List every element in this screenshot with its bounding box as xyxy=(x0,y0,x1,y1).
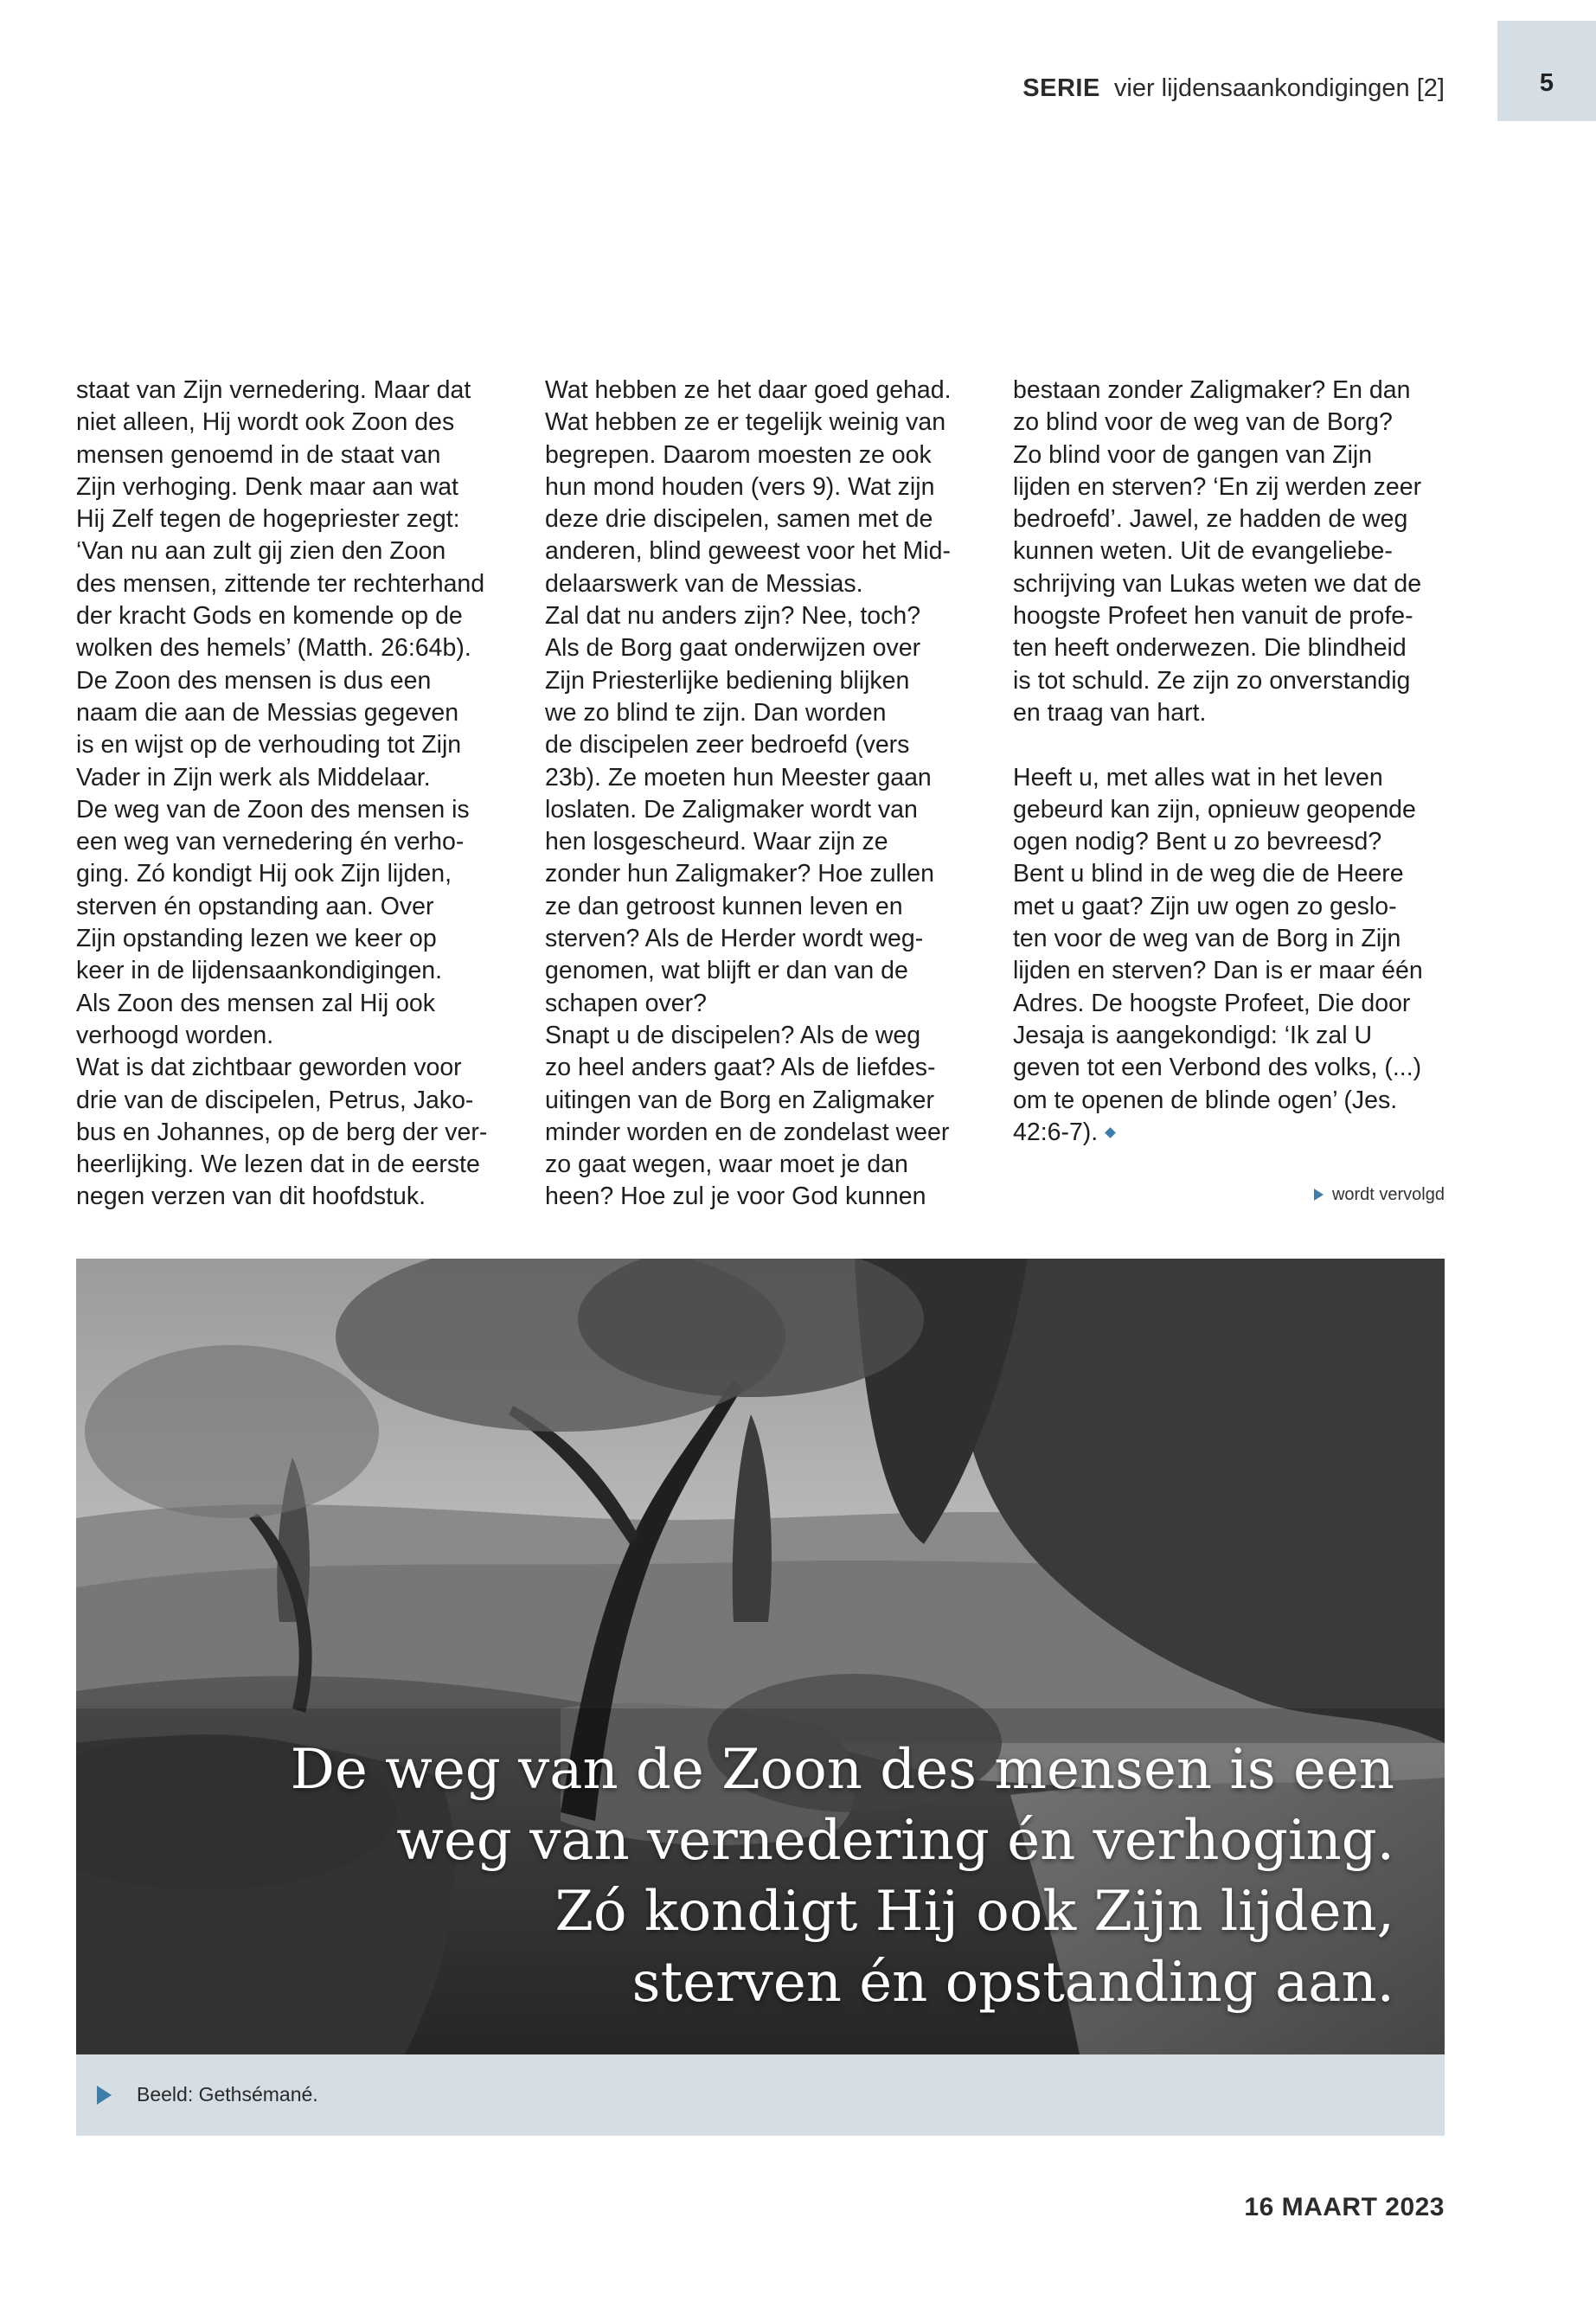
text-line: genomen, wat blijft er dan van de xyxy=(545,957,908,985)
text-line: om te openen de blinde ogen’ (Jes. xyxy=(1013,1086,1398,1114)
text-line: loslaten. De Zaligmaker wordt van xyxy=(545,795,918,824)
pull-quote-line: Zó kondigt Hij ook Zijn lijden, xyxy=(554,1880,1394,1944)
text-line: lijden en sterven? Dan is er maar één xyxy=(1013,957,1423,985)
continued-label: wordt vervolgd xyxy=(1331,1185,1445,1204)
text-line: heen? Hoe zul je voor God kunnen xyxy=(545,1183,926,1211)
text-line: De Zoon des mensen is dus een xyxy=(76,666,432,695)
text-column-1 xyxy=(76,375,517,1214)
end-mark-icon xyxy=(1105,1127,1116,1138)
text-line: De weg van de Zoon des mensen is xyxy=(76,795,470,824)
text-line: keer in de lijdensaankondigingen. xyxy=(76,957,443,985)
text-line: Jesaja is aangekondigd: ‘Ik zal U xyxy=(1013,1021,1373,1049)
text-line: zonder hun Zaligmaker? Hoe zullen xyxy=(545,860,934,888)
text-line: ten voor de weg van de Borg in Zijn xyxy=(1013,925,1401,953)
text-line: Adres. De hoogste Profeet, Die door xyxy=(1013,989,1411,1017)
text-line: bestaan zonder Zaligmaker? En dan xyxy=(1013,376,1411,404)
text-column-2 xyxy=(545,375,986,1214)
landscape-photo xyxy=(76,1259,1445,2054)
text-line: bedroefd’. Jawel, ze hadden de weg xyxy=(1013,505,1408,534)
text-line: we zo blind te zijn. Dan worden xyxy=(545,698,887,727)
text-line: wolken des hemels’ (Matth. 26:64b). xyxy=(76,634,471,663)
text-line: drie van de discipelen, Petrus, Jako- xyxy=(76,1086,474,1114)
text-line: des mensen, zittende ter rechterhand xyxy=(76,569,485,598)
text-line: delaarswerk van de Messias. xyxy=(545,569,863,598)
running-header xyxy=(1022,74,1445,103)
page-number: 5 xyxy=(1539,69,1554,97)
text-line: hen losgescheurd. Waar zijn ze xyxy=(545,828,888,856)
series-label: SERIE xyxy=(1022,74,1100,102)
text-line: negen verzen van dit hoofdstuk. xyxy=(76,1183,426,1211)
text-line: schapen over? xyxy=(545,989,707,1017)
text-line: is tot schuld. Ze zijn zo onverstandig xyxy=(1013,666,1411,695)
text-line: Heeft u, met alles wat in het leven xyxy=(1013,763,1383,792)
text-line: gebeurd kan zijn, opnieuw geopende xyxy=(1013,795,1416,824)
page-number-tab xyxy=(1497,21,1596,121)
text-line: een weg van vernedering én verho- xyxy=(76,828,465,856)
text-line: Bent u blind in de weg die de Heere xyxy=(1013,860,1404,888)
photo-caption: Beeld: Gethsémané. xyxy=(137,2083,318,2106)
text-line: bus en Johannes, op de berg der ver- xyxy=(76,1118,488,1146)
pull-quote-line: sterven én opstanding aan. xyxy=(631,1951,1394,2015)
text-column-3 xyxy=(1013,375,1454,1149)
text-line: anderen, blind geweest voor het Mid- xyxy=(545,537,951,566)
triangle-bullet-icon xyxy=(1314,1189,1324,1201)
text-line: ‘Van nu aan zult gij zien den Zoon xyxy=(76,537,446,566)
text-line: Zal dat nu anders zijn? Nee, toch? xyxy=(545,602,921,631)
text-line: mensen genoemd in de staat van xyxy=(76,440,441,469)
text-line: Als Zoon des mensen zal Hij ook xyxy=(76,989,436,1017)
text-line: sterven én opstanding aan. Over xyxy=(76,892,434,920)
text-line: staat van Zijn vernedering. Maar dat xyxy=(76,376,471,404)
text-line: heerlijking. We lezen dat in de eerste xyxy=(76,1150,480,1179)
text-line: kunnen weten. Uit de evangeliebe- xyxy=(1013,537,1393,566)
text-line: en traag van hart. xyxy=(1013,698,1207,727)
text-line: de discipelen zeer bedroefd (vers xyxy=(545,731,910,760)
text-line: 23b). Ze moeten hun Meester gaan xyxy=(545,763,932,792)
text-line: is en wijst op de verhouding tot Zijn xyxy=(76,731,462,760)
caption-arrow-icon xyxy=(97,2086,112,2105)
text-line: sterven? Als de Herder wordt weg- xyxy=(545,925,924,953)
text-line: zo heel anders gaat? Als de liefdes- xyxy=(545,1054,936,1082)
pull-quote-line: De weg van de Zoon des mensen is een xyxy=(290,1738,1394,1802)
continued-note xyxy=(1314,1185,1445,1205)
text-line: Zo blind voor de gangen van Zijn xyxy=(1013,440,1373,469)
text-line: begrepen. Daarom moesten ze ook xyxy=(545,440,932,469)
text-line: Zijn opstanding lezen we keer op xyxy=(76,925,437,953)
text-line: schrijving van Lukas weten we dat de xyxy=(1013,569,1422,598)
text-line: Snapt u de discipelen? Als de weg xyxy=(545,1021,921,1049)
pull-quote xyxy=(76,1734,1394,2018)
text-line: minder worden en de zondelast weer xyxy=(545,1118,950,1146)
text-line: ze dan getroost kunnen leven en xyxy=(545,892,903,920)
text-line: lijden en sterven? ‘En zij werden zeer xyxy=(1013,472,1422,501)
text-line xyxy=(1013,729,1454,761)
text-line: Wat hebben ze er tegelijk weinig van xyxy=(545,408,946,437)
text-line: 42:6-7). xyxy=(1013,1117,1454,1149)
text-line: uitingen van de Borg en Zaligmaker xyxy=(545,1086,934,1114)
text-line: verhoogd worden. xyxy=(76,1021,274,1049)
text-line: deze drie discipelen, samen met de xyxy=(545,505,933,534)
text-line: zo gaat wegen, waar moet je dan xyxy=(545,1150,908,1179)
series-title: vier lijdensaankondigingen [2] xyxy=(1113,74,1445,102)
text-line: Vader in Zijn werk als Middelaar. xyxy=(76,763,431,792)
text-line: Zijn verhoging. Denk maar aan wat xyxy=(76,472,458,501)
text-line: met u gaat? Zijn uw ogen zo geslo- xyxy=(1013,892,1397,920)
text-line: geven tot een Verbond des volks, (...) xyxy=(1013,1054,1422,1082)
text-line: ging. Zó kondigt Hij ook Zijn lijden, xyxy=(76,860,452,888)
text-line: Zijn Priesterlijke bediening blijken xyxy=(545,666,910,695)
text-line: der kracht Gods en komende op de xyxy=(76,602,463,631)
text-line: Als de Borg gaat onderwijzen over xyxy=(545,634,921,663)
text-line: niet alleen, Hij wordt ook Zoon des xyxy=(76,408,455,437)
text-line: ten heeft onderwezen. Die blindheid xyxy=(1013,634,1407,663)
issue-date: 16 MAART 2023 xyxy=(1244,2193,1445,2221)
text-line: hoogste Profeet hen vanuit de profe- xyxy=(1013,602,1413,631)
text-line: Wat hebben ze het daar goed gehad. xyxy=(545,376,952,404)
text-line: Hij Zelf tegen de hogepriester zegt: xyxy=(76,505,460,534)
text-line: Wat is dat zichtbaar geworden voor xyxy=(76,1054,462,1082)
text-line: naam die aan de Messias gegeven xyxy=(76,698,459,727)
photo-caption-bar xyxy=(76,2054,1445,2136)
text-line: ogen nodig? Bent u zo bevreesd? xyxy=(1013,828,1382,856)
text-line: hun mond houden (vers 9). Wat zijn xyxy=(545,472,935,501)
text-line: zo blind voor de weg van de Borg? xyxy=(1013,408,1393,437)
pull-quote-line: weg van vernedering én verhoging. xyxy=(396,1809,1394,1873)
